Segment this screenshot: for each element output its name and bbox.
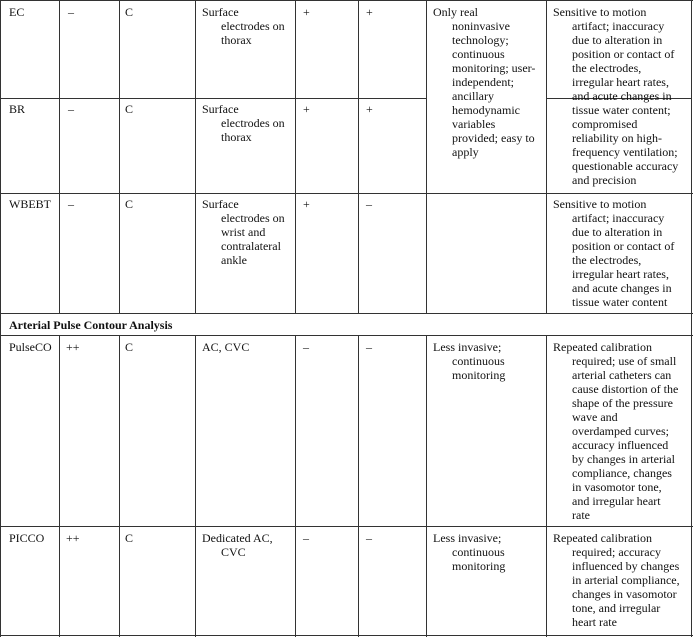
cell-wbebt-col2: –: [68, 197, 74, 211]
cell-pulseco-col6: –: [366, 340, 372, 354]
cell-wbebt-limitations: Sensitive to motion artifact; inaccuracy due to alteration in position or contact of the electrodes, irregular heart rates, and acute changes in tissue water content: [553, 197, 675, 309]
cell-ec-col5: +: [303, 5, 310, 19]
column-divider: [358, 335, 359, 637]
cell-ec-col3: C: [125, 5, 134, 19]
cell-method-ec: EC: [9, 5, 25, 19]
cell-br-col5: +: [303, 102, 310, 116]
section-header: Arterial Pulse Contour Analysis: [9, 318, 173, 332]
row-divider: [0, 335, 693, 336]
row-divider: [0, 635, 693, 636]
column-divider: [119, 0, 120, 313]
cell-ec-placement: Surface electrodes on thorax: [202, 5, 285, 47]
cell-picco-placement: Dedicated AC, CVC: [202, 531, 273, 559]
row-divider: [0, 0, 693, 1]
cell-wbebt-placement: Surface electrodes on wrist and contralateral ankle: [202, 197, 285, 267]
cell-ec-br-limitations: Sensitive to motion artifact; inaccuracy due to alteration in position or contact of the electrodes, irregular heart rates, and acute changes in tissue water content; compromised reliability on high- frequency ventilation; questionable accuracy and precision: [553, 5, 679, 187]
cell-pulseco-col2: ++: [66, 340, 80, 354]
cell-wbebt-col5: +: [303, 197, 310, 211]
row-divider: [0, 98, 426, 99]
cell-br-col3: C: [125, 102, 134, 116]
cell-picco-limitations: Repeated calibration required; accuracy influenced by changes in arterial compliance, changes in vasomotor tone, and irregular heart rate: [553, 531, 680, 629]
cell-pulseco-advantages: Less invasive; continuous monitoring: [433, 340, 506, 382]
column-divider: [295, 335, 296, 637]
column-divider: [426, 335, 427, 637]
cell-pulseco-col3: C: [125, 340, 134, 354]
cell-picco-col3: C: [125, 531, 134, 545]
cell-method-pulseco: PulseCO: [9, 340, 52, 354]
cell-pulseco-col5: –: [303, 340, 309, 354]
row-divider: [0, 526, 693, 527]
cell-ec-col2: –: [68, 5, 74, 19]
cell-wbebt-col3: C: [125, 197, 134, 211]
cell-bioimpedance-advantages: Only real noninvasive technology; continuous monitoring; user- independent; ancillary hemodynamic variables provided; easy to apply: [433, 5, 536, 159]
cell-pulseco-placement: AC, CVC: [202, 340, 250, 354]
cell-method-wbebt: WBEBT: [9, 197, 51, 211]
cell-br-col6: +: [366, 102, 373, 116]
cell-picco-col2: ++: [66, 531, 80, 545]
cell-br-placement: Surface electrodes on thorax: [202, 102, 285, 144]
cell-method-br: BR: [9, 102, 26, 116]
column-divider: [0, 0, 1, 637]
cell-method-picco: PICCO: [9, 531, 45, 545]
row-divider: [0, 313, 693, 314]
cell-br-col2: –: [68, 102, 74, 116]
column-divider: [59, 0, 60, 313]
column-divider: [195, 0, 196, 313]
cell-pulseco-limitations: Repeated calibration required; use of small arterial catheters can cause distortion of the shape of the pressure wave and overdamped curves; accuracy influenced by changes in arterial compliance, changes in vasomotor tone, and irregular heart rate: [553, 340, 679, 522]
cell-picco-col6: –: [366, 531, 372, 545]
column-divider: [59, 335, 60, 637]
cell-picco-advantages: Less invasive; continuous monitoring: [433, 531, 506, 573]
column-divider: [358, 0, 359, 313]
cell-ec-col6: +: [366, 5, 373, 19]
cell-picco-col5: –: [303, 531, 309, 545]
column-divider: [426, 0, 427, 313]
row-divider: [0, 193, 693, 194]
cell-wbebt-col6: –: [366, 197, 372, 211]
column-divider: [119, 335, 120, 637]
column-divider: [195, 335, 196, 637]
